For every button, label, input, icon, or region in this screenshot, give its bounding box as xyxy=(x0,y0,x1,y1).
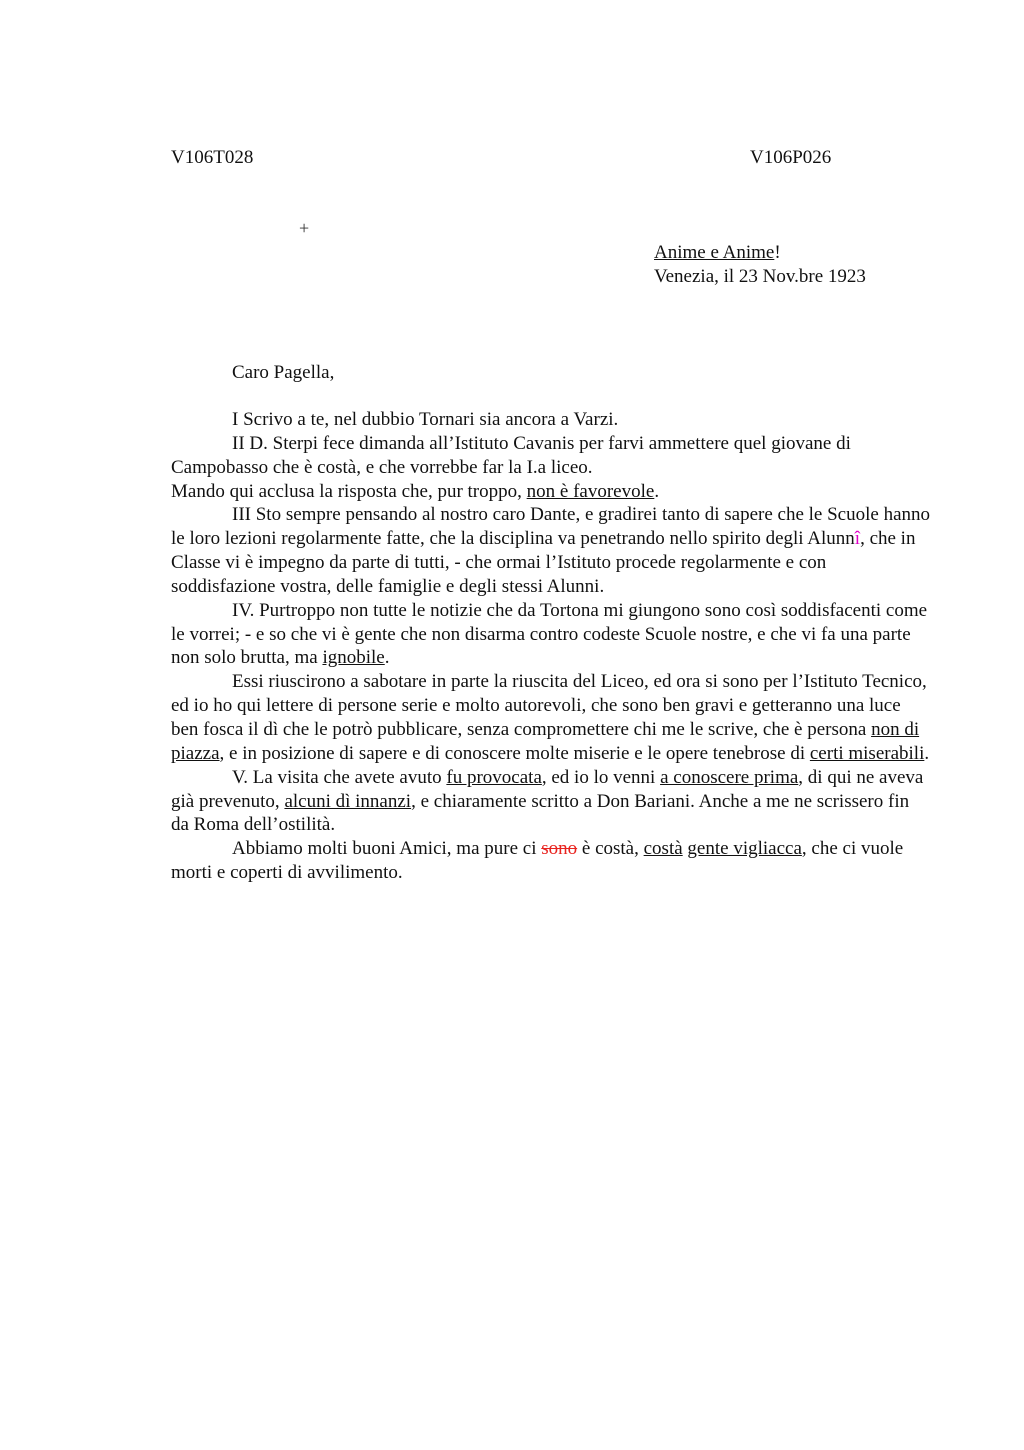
letter-body xyxy=(171,408,931,885)
text-run: , e chiaramente scritto a Don Bariani. Anche a me ne scrissero fin da Roma dell’ostilità. xyxy=(171,790,910,836)
underlined-text: non è favorevole xyxy=(526,480,655,502)
text-run: . xyxy=(924,742,930,764)
text-run: . xyxy=(384,647,390,669)
text-run: V. La visita che avete avuto xyxy=(232,766,447,788)
paragraph-6 xyxy=(171,670,931,765)
paragraph-2: II D. Sterpi fece dimanda all’Istituto Cavanis per farvi ammettere quel giovane di Campobasso che è costà, e che vorrebbe far la I.a liceo. xyxy=(171,432,851,478)
motto-punctuation: ! xyxy=(774,242,781,263)
document-code-right: V106P026 xyxy=(750,147,832,168)
underlined-text: gente vigliacca xyxy=(687,838,802,860)
text-run: III Sto sempre pensando al nostro caro Dante, e gradirei tanto di sapere che le Scuole hanno le loro lezioni regolarmente fatte, che la disciplina va penetrando nello spirito degli Alunn xyxy=(171,504,930,550)
underlined-text: certi miserabili xyxy=(809,742,925,764)
underlined-text: ignobile xyxy=(322,647,385,669)
text-run: . xyxy=(654,480,660,502)
underlined-text: non di piazza xyxy=(171,718,920,764)
place-date: Venezia, il 23 Nov.bre 1923 xyxy=(654,266,866,287)
salutation: Caro Pagella, xyxy=(232,362,335,383)
underlined-text: alcuni dì innanzi xyxy=(284,790,412,812)
document-code-left: V106T028 xyxy=(171,147,254,168)
deleted-text: sono xyxy=(541,838,578,860)
text-run: è costà, xyxy=(577,838,644,860)
underlined-text: costà xyxy=(643,838,683,860)
text-run: , di qui ne aveva già prevenuto, xyxy=(171,766,924,812)
text-run: Essi riuscirono a sabotare in parte la riuscita del Liceo, ed ora si sono per l’Istituto Tecnico, ed io ho qui lettere di persone serie e molto autorevoli, che sono ben gravi e getteranno una luce ben fosca il dì che le potrò pubblicare, senza compromettere chi me le scrive, che è persona xyxy=(171,671,927,740)
paragraph-8 xyxy=(171,837,931,885)
paragraph-1: I Scrivo a te, nel dubbio Tornari sia ancora a Varzi. xyxy=(232,409,619,430)
text-run: Mando qui acclusa la risposta che, pur troppo, xyxy=(171,480,527,502)
paragraph-7 xyxy=(171,766,931,838)
text-run: , che in Classe vi è impegno da parte di tutti, - che ormai l’Istituto procede regolarmente e con soddisfazione vostra, delle famiglie e degli stessi Alunni. xyxy=(171,528,916,597)
paragraph-3 xyxy=(171,480,931,504)
correction-mark: î xyxy=(854,528,861,550)
underlined-text: fu provocata xyxy=(446,766,542,788)
text-run: , e in posizione di sapere e di conoscere molte miserie e le opere tenebrose di xyxy=(219,742,810,764)
underlined-text: a conoscere prima xyxy=(660,766,799,788)
paragraph-5 xyxy=(171,599,931,671)
text-run: IV. Purtroppo non tutte le notizie che da Tortona mi giungono sono così soddisfacenti come le vorrei; - e so che vi è gente che non disarma contro codeste Scuole nostre, e che vi fa una parte non solo brutta, ma xyxy=(171,599,928,669)
cross-mark: + xyxy=(299,218,310,238)
text-run: , ed io lo venni xyxy=(541,766,661,788)
paragraph-4 xyxy=(171,503,931,598)
motto-text: Anime e Anime xyxy=(654,242,775,263)
text-run: Abbiamo molti buoni Amici, ma pure ci xyxy=(232,838,542,860)
text-run: , che ci vuole morti e coperti di avvilimento. xyxy=(171,838,904,884)
letter-motto xyxy=(654,242,781,264)
